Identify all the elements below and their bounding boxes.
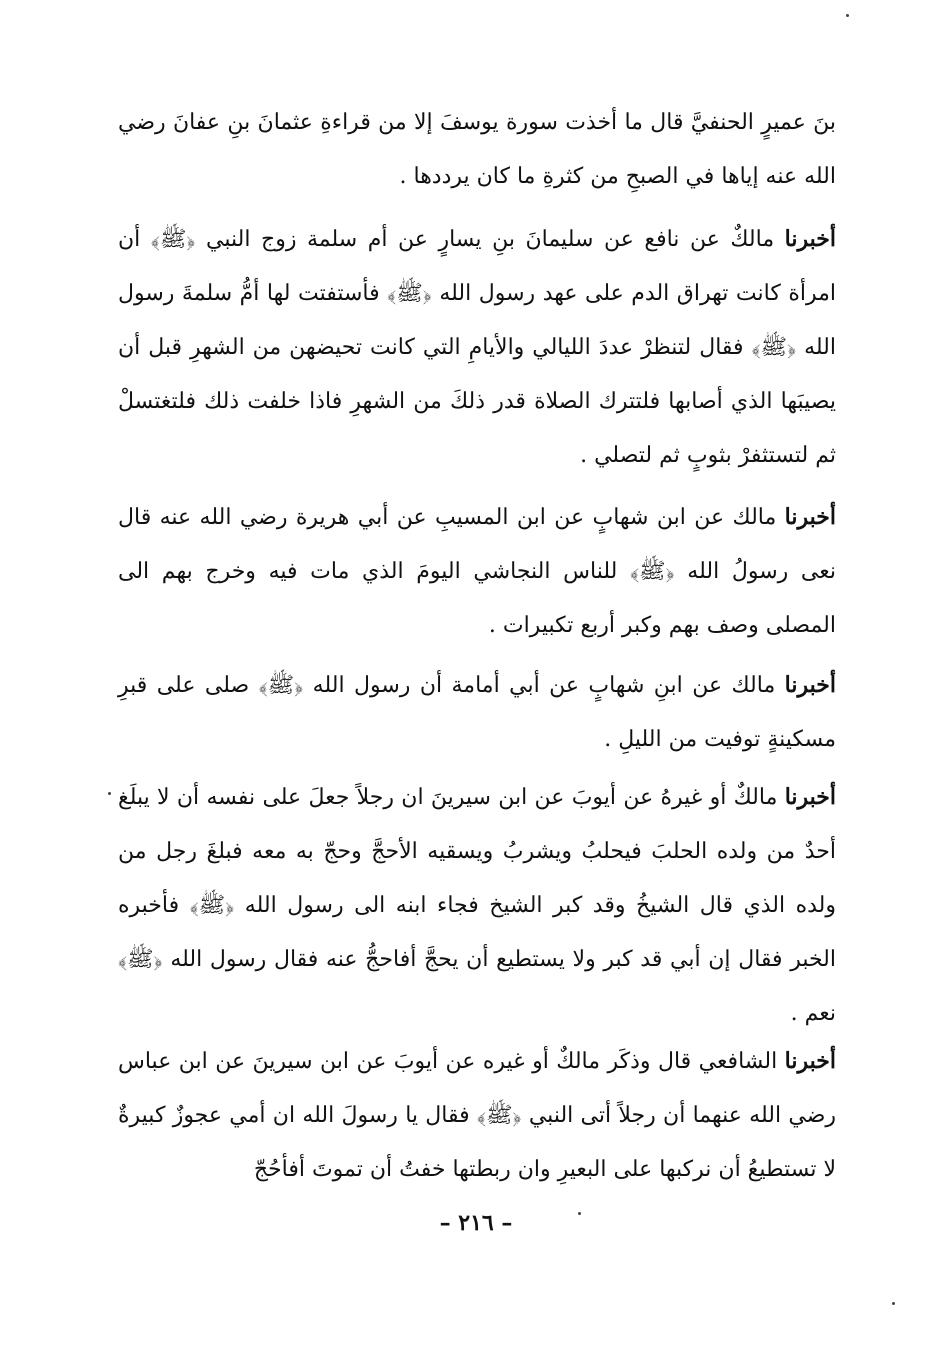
- body-text: [118, 490, 836, 653]
- paragraph-2-lead: أخبرنا: [784, 226, 836, 252]
- body-text: [118, 658, 836, 767]
- paragraph-6: [118, 1034, 836, 1197]
- paragraph-4: [118, 658, 836, 767]
- body-text: [118, 1034, 836, 1197]
- paragraph-5: [118, 770, 836, 1041]
- paragraph-4-text: مالك عن ابنِ شهابٍ عن أبي أمامة أن رسول الله ﴿ﷺ﴾ صلى على قبرِ مسكينةٍ توفيت من الليلِ .: [118, 673, 836, 752]
- body-text: [118, 770, 836, 1041]
- paragraph-2-text: مالكٌ عن نافع عن سليمانَ بنِ يسارٍ عن أم سلمة زوج النبي ﴿ﷺ﴾ أن امرأة كانت تهراق الدم على عهد رسول الله ﴿ﷺ﴾ فأستفتت لها أمُّ سلمةَ رسول الله ﴿ﷺ﴾ فقال لتنظرْ عددَ الليالي والأيامِ التي كانت تحيضهن من الشهرِ قبل أن يصيبَها الذي أصابها فلتترك الصلاة قدر ذلكَ من الشهرِ فاذا خلفت ذلك فلتغتسلْ ثم لتستثفرْ بثوبٍ ثم لتصلي .: [118, 227, 836, 468]
- paragraph-4-lead: أخبرنا: [784, 672, 836, 698]
- paragraph-2: [118, 212, 836, 483]
- page-number: – ٢١٦ –: [439, 1210, 513, 1236]
- paragraph-6-lead: أخبرنا: [784, 1048, 836, 1074]
- paragraph-5-text: مالكٌ أو غيرهُ عن أيوبَ عن ابن سيرينَ ان رجلاً جعلَ على نفسه أن لا يبلَغ أحدٌ من ولده الحلبَ فيحلبُ ويشربُ ويسقيه الأحجَّ وحجّ به معه فبلغَ رجل من ولده الذي قال الشيخُ وقد كبر الشيخ فجاء ابنه الى رسول الله ﴿ﷺ﴾ فأخبره الخبر فقال إن أبي قد كبر ولا يستطيع أن يحجَّ أفاحجُّ عنه فقال رسول الله ﴿ﷺ﴾ نعم .: [118, 785, 836, 1026]
- scan-speck: [578, 1212, 581, 1215]
- paragraph-5-lead: أخبرنا: [784, 784, 837, 810]
- body-text: [118, 212, 836, 483]
- scan-speck: [846, 14, 849, 17]
- body-text: [118, 96, 836, 204]
- paragraph-3-lead: أخبرنا: [784, 504, 836, 530]
- scan-speck: [892, 1302, 895, 1305]
- paragraph-3-text: مالك عن ابن شهابٍ عن ابن المسيبِ عن أبي هريرة رضي الله عنه قال نعى رسولُ الله ﴿ﷺ﴾ للناس النجاشي اليومَ الذي مات فيه وخرج بهم الى المصلى وصف بهم وكبر أربع تكبيرات .: [118, 505, 836, 638]
- paragraph-6-text: الشافعي قال وذكَر مالكٌ أو غيره عن أيوبَ عن ابن سيرينَ عن ابن عباس رضي الله عنهما أن رجلاً أتى النبي ﴿ﷺ﴾ فقال يا رسولَ الله ان أمي عجوزٌ كبيرةٌ لا تستطيعُ أن نركبها على البعيرِ وان ربطتها خفتُ أن تموتَ أفأحُجّ: [118, 1049, 836, 1182]
- paragraph-1-text: بنَ عميرٍ الحنفيَّ قال ما أخذت سورة يوسفَ إلا من قراءةِ عثمانَ بنِ عفانَ رضي الله عنه إياها في الصبحِ من كثرةِ ما كان يرددها .: [118, 110, 836, 189]
- scan-speck: [108, 792, 111, 795]
- paragraph-3: [118, 490, 836, 653]
- paragraph-1: [118, 96, 836, 204]
